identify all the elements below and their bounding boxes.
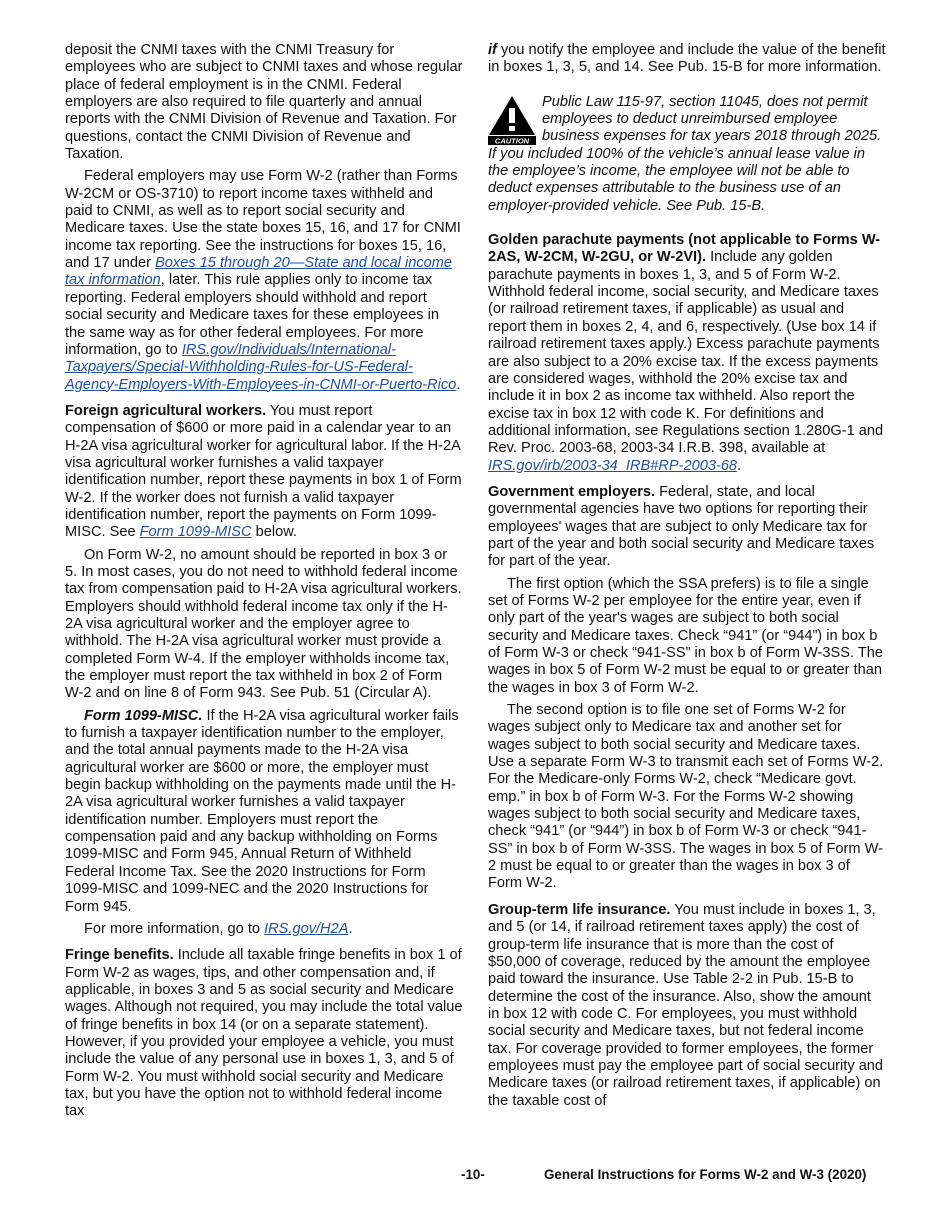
- link-irs-special-withholding-rules[interactable]: IRS.gov/Individuals/International-Taxpayers/Special-Withholding-Rules-for-US-Federal-Agency-Employers-With-Employees-in-CNMI-or-Puerto-Rico: [65, 341, 457, 393]
- left-column: [65, 42, 463, 1121]
- caution-label: CAUTION: [494, 136, 530, 145]
- link-irs-irb-2003-34[interactable]: IRS.gov/irb/2003-34_IRB#RP-2003-68: [488, 457, 738, 474]
- paragraph-h2a-withholding: On Form W-2, no amount should be reported in box 3 or 5. In most cases, you do not need to withhold federal income tax from compensation paid to H-2A visa agricultural workers. Employers should withhold federal income tax only if the H-2A visa agricultural worker and the employer agree to withhold. The H-2A visa agricultural worker must provide a completed Form W-4. If the employer withholds income tax, the employer must report the tax withheld in box 2 of Form W-2 and on line 8 of Form 943. See Pub. 51 (Circular A).: [65, 546, 462, 702]
- caution-note: [488, 94, 886, 215]
- paragraph-fringe-benefits-continued: [488, 42, 886, 77]
- text: If the H-2A visa agricultural worker fails to furnish a taxpayer identification number to the employer, and the total annual payments made to the H-2A visa agricultural worker are $600 or more, the employer must begin backup withholding on the payments made until the H-2A visa agricultural worker furnishes a valid taxpayer identification number. Employers must report the compensation paid and any backup withholding on Forms 1099-MISC and Form 945, Annual Return of Withheld Federal Income Tax. See the 2020 Instructions for Form 1099-MISC and 1099-NEC and the 2020 Instructions for Form 945.: [65, 707, 459, 915]
- link-irs-h2a[interactable]: IRS.gov/H2A: [264, 920, 349, 937]
- text: Include all taxable fringe benefits in box 1 of Form W-2 as wages, tips, and other compensation and, if applicable, in boxes 3 and 5 as social security and Medicare wages. Although not required, you may include the total value of fringe benefits in box 14 (or on a separate statement). However, if you provided your employee a vehicle, you must include the value of any personal use in boxes 1, 3, and 5 of Form W-2. You must withhold social security and Medicare tax, but you have the option not to withhold federal income tax: [65, 947, 463, 1120]
- text: below.: [251, 524, 297, 541]
- paragraph-government-employers: [488, 484, 886, 571]
- text: Federal, state, and local governmental agencies have two options for reporting their employees' wages that are subject to only Medicare tax for part of the year and both social security and Medicare taxes for part of the year.: [488, 483, 875, 570]
- paragraph-federal-employers-cnmi: [65, 168, 463, 393]
- text: .: [348, 920, 353, 937]
- right-column: [488, 42, 886, 1110]
- paragraph-second-option: The second option is to file one set of Forms W-2 for wages subject only to Medicare tax and another set for wages subject to both social security and Medicare taxes. Use a separate Form W-3 to transmit each set of Forms W-2. For the Medicare-only Forms W-2, check “Medicare govt. emp.” in box b of Form W-3. For the Forms W-2 showing wages subject to both social security and Medicare taxes, check “941” (or “944”) in box b of Form W-3 or check “941-SS” in box b of Form W-3SS. The wages in box 5 of Form W-2 must be equal to or greater than the wages in box 3 of Form W-2.: [488, 702, 884, 892]
- text: For more information, go to: [84, 920, 265, 937]
- footer-title: General Instructions for Forms W-2 and W-3 (2020): [544, 1167, 867, 1182]
- text: Include any golden parachute payments in boxes 1, 3, and 5 of Form W-2. Withhold federal income, social security, and Medicare taxes (or railroad retirement taxes, if applicable) as usual and report them in boxes 2, 4, and 6, respectively. (Use box 14 if railroad retirement taxes apply.) Excess parachute payments are also subject to a 20% excise tax. If the excess payments are considered wages, withhold the 20% excise tax and include it in box 2 as income tax withheld. Also report the excise tax in box 12 with code K. For definitions and additional information, see Regulations section 1.280G-1 and Rev. Proc. 2003-68, 2003-34 I.R.B. 398, available at: [488, 249, 884, 457]
- subheading-form-1099-misc: Form 1099-MISC.: [84, 707, 203, 724]
- paragraph-cnmi-deposit: deposit the CNMI taxes with the CNMI Treasury for employees who are subject to CNMI taxes and whose regular place of federal employment is in the CNMI. Federal employers are also required to file quarterly and annual reports with the CNMI Division of Revenue and Taxation. For questions, contact the CNMI Division of Revenue and Taxation.: [65, 42, 463, 163]
- link-form-1099-misc[interactable]: Form 1099-MISC: [139, 524, 252, 541]
- paragraph-group-term-life-insurance: [488, 902, 886, 1110]
- text: .: [456, 376, 461, 393]
- section-heading-fringe-benefits: Fringe benefits.: [65, 947, 174, 964]
- paragraph-form-1099-misc: [65, 708, 463, 916]
- page-footer: [0, 1167, 950, 1187]
- section-heading-government-employers: Government employers.: [488, 483, 656, 500]
- section-heading-golden-parachute: Golden parachute payments (not applicable to Forms W-2AS, W-2CM, W-2GU, or W-2VI).: [488, 232, 881, 266]
- section-heading-group-term-life: Group-term life insurance.: [488, 901, 671, 918]
- page-number: -10-: [461, 1167, 485, 1182]
- paragraph-h2a-more-info: [65, 921, 463, 938]
- paragraph-golden-parachute: [488, 232, 886, 475]
- paragraph-foreign-agricultural-workers: [65, 403, 463, 542]
- text: , later. This rule applies only to income tax reporting. Federal employers should withhold and report social security and Medicare taxes for these employees in the same way as for other federal employees. For more information, go to: [65, 272, 439, 358]
- text: .: [737, 457, 742, 474]
- text: you notify the employee and include the value of the benefit in boxes 1, 3, 5, and 14. See Pub. 15-B for more information.: [488, 42, 886, 76]
- text: You must report compensation of $600 or more paid in a calendar year to an H-2A visa agricultural worker for agricultural labor. If the H-2A visa agricultural worker furnishes a valid taxpayer identification number, report these payments in box 1 of Form W-2. If the worker does not furnish a valid taxpayer identification number, report the payments on Form 1099-MISC. See: [65, 402, 462, 541]
- paragraph-first-option: The first option (which the SSA prefers) is to file a single set of Forms W-2 per employee for the entire year, even if only part of the year's wages are subject to both social security and Medicare taxes. Check “941” (or “944”) in box b of Form W-3 or check “941-SS” in box b of Form W-3SS. The wages in box 5 of Form W-2 must be equal to or greater than the wages in box 3 of Form W-2.: [488, 575, 883, 696]
- paragraph-fringe-benefits: [65, 947, 463, 1120]
- caution-icon: [488, 95, 536, 145]
- link-boxes-15-20[interactable]: Boxes 15 through 20—State and local income tax information: [65, 255, 453, 289]
- caution-text: Public Law 115-97, section 11045, does not permit employees to deduct unreimbursed employee business expenses for tax years 2018 through 2025. If you included 100% of the vehicle’s annual lease value in the employee’s income, the employee will not be able to deduct expenses attributable to the business use of an employer-provided vehicle. See Pub. 15-B.: [488, 93, 882, 214]
- section-heading-foreign-agricultural-workers: Foreign agricultural workers.: [65, 402, 267, 419]
- emphasis-if: if: [488, 42, 497, 58]
- text: Federal employers may use Form W-2 (rather than Forms W-2CM or OS-3710) to report income taxes withheld and paid to CNMI, as well as to report social security and Medicare taxes. Use the state boxes 15, 16, and 17 for CNMI income tax reporting. See the instructions for boxes 15, 16, and 17 under: [65, 168, 461, 272]
- text: You must include in boxes 1, 3, and 5 (or 14, if railroad retirement taxes apply) the cost of group-term life insurance that is more than the cost of $50,000 of coverage, reduced by the amount the employee paid toward the insurance. Use Table 2-2 in Pub. 15-B to determine the cost of the insurance. Also, show the amount in box 12 with code C. For employees, you must withhold social security and Medicare taxes, but not federal income tax. For coverage provided to former employees, the former employees must pay the employee part of social security and Medicare taxes (or railroad retirement taxes, if applicable) on the taxable cost of: [488, 901, 884, 1109]
